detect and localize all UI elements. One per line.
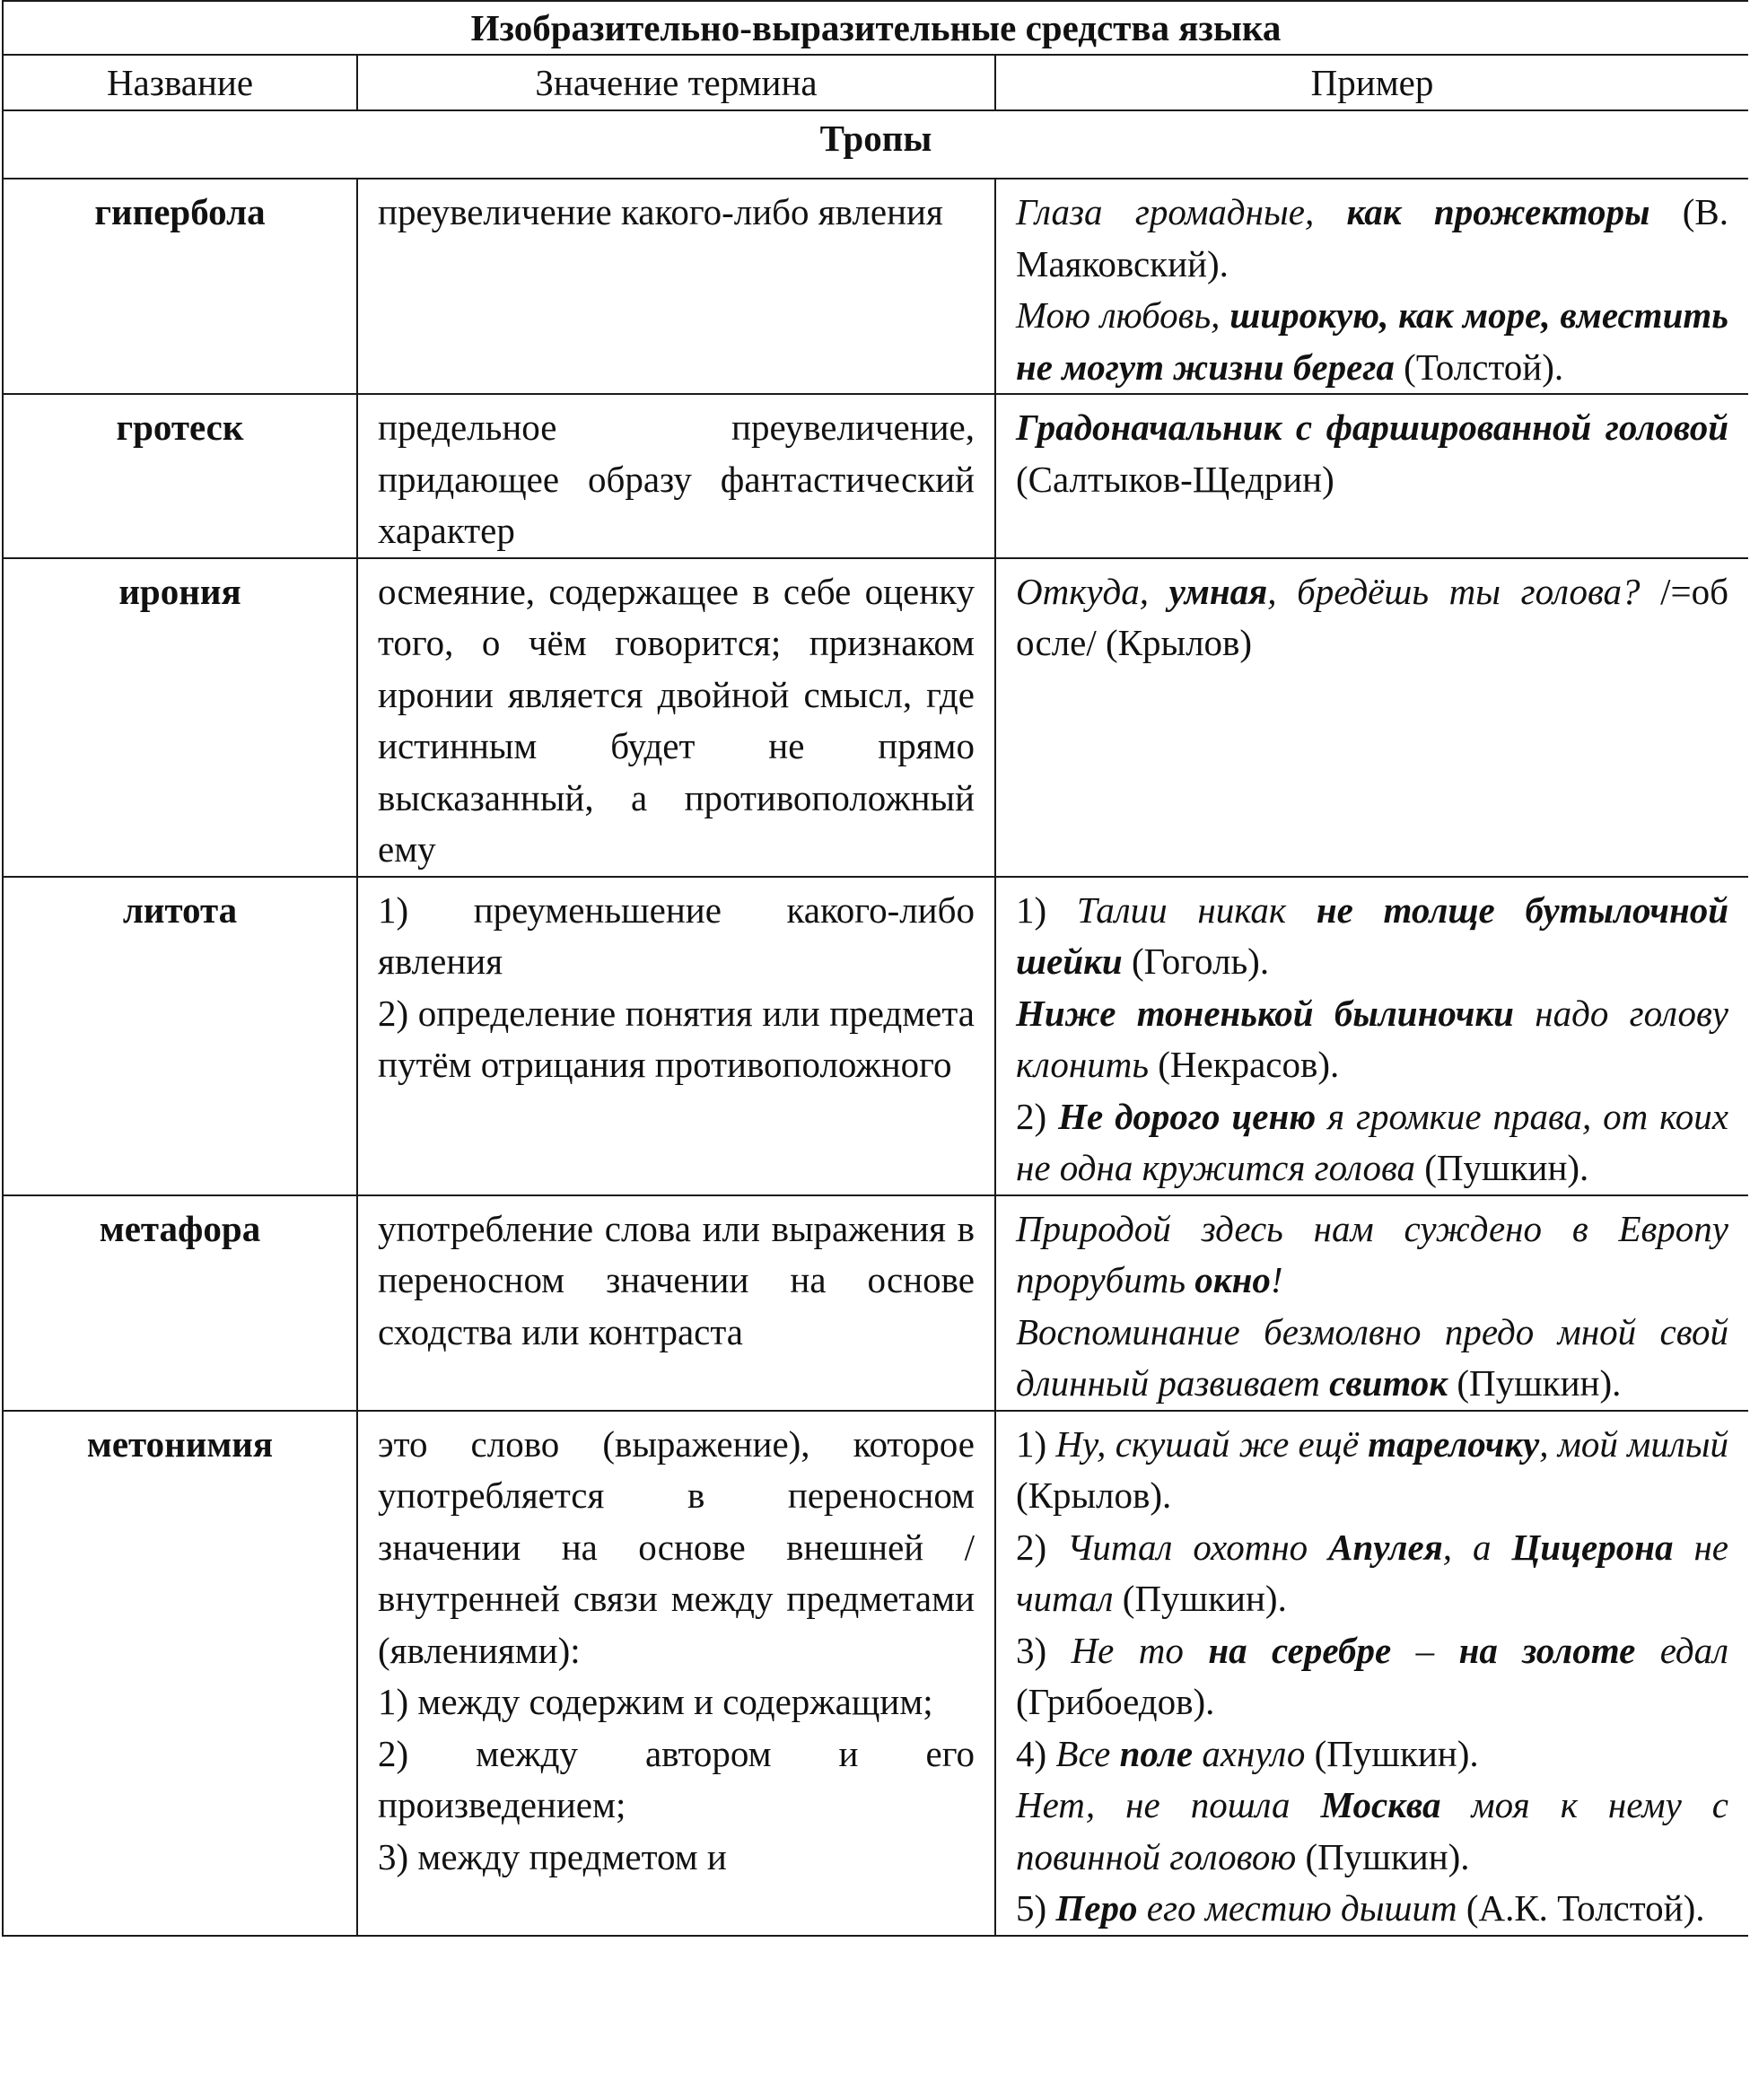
table-body (3, 1, 1748, 1936)
example-line (1016, 1728, 1728, 1781)
meaning-cell (357, 1195, 995, 1411)
title-row (3, 1, 1748, 55)
term-cell: метафора (3, 1195, 357, 1411)
example-line (1016, 1091, 1728, 1194)
example-cell (995, 179, 1748, 394)
meaning-line: 1) преуменьшение какого-либо явления (378, 888, 975, 982)
example-fragment: (Пушкин). (1296, 1835, 1470, 1877)
devices-table (2, 0, 1748, 1937)
example-line (1016, 1883, 1728, 1935)
example-fragment: (В. Маяковский). (1016, 191, 1728, 284)
example-fragment: широкую, как море, вместить не могут жизни берега (1016, 294, 1728, 388)
meaning-line: 2) определение понятия или предмета путём отрицания противоположного (378, 992, 975, 1085)
example-fragment: /=об осле/ (Крылов) (1016, 570, 1729, 663)
example-line (1016, 1625, 1728, 1728)
example-fragment: (Пушкин). (1113, 1578, 1287, 1619)
example-fragment: 1) (1016, 888, 1077, 931)
example-fragment: (Пушкин). (1415, 1147, 1589, 1188)
example-line (1016, 1203, 1728, 1307)
section-title: Тропы (3, 110, 1748, 179)
header-meaning: Значение термина (357, 55, 995, 110)
example-fragment: 4) (1016, 1732, 1056, 1774)
meaning-line: 3) между предметом и (378, 1835, 727, 1877)
table-row (3, 179, 1748, 394)
example-fragment: 2) (1016, 1526, 1068, 1568)
example-fragment: (Некрасов). (1148, 1044, 1340, 1085)
meaning-cell (357, 1411, 995, 1936)
example-fragment: на золоте (1458, 1629, 1636, 1671)
example-fragment: (Пушкин). (1305, 1732, 1479, 1774)
example-fragment: , мой милый (1539, 1422, 1728, 1465)
example-fragment: на серебре (1208, 1629, 1392, 1671)
example-fragment: не читал (1016, 1526, 1728, 1619)
example-line (1016, 1419, 1728, 1522)
example-fragment: моя к нему с повинной головою (1016, 1784, 1728, 1877)
example-line (1016, 885, 1728, 988)
example-fragment: Перо (1055, 1887, 1138, 1929)
term-cell: ирония (3, 558, 357, 877)
example-fragment: , бредёшь ты голова? (1267, 570, 1641, 612)
section-row (3, 110, 1748, 179)
example-fragment: Ну, скушай же ещё (1055, 1422, 1369, 1465)
example-fragment: Не то (1071, 1629, 1209, 1671)
example-fragment: (Толстой). (1394, 346, 1564, 388)
example-line (1016, 1307, 1728, 1410)
table-row (3, 877, 1748, 1195)
example-fragment: – (1391, 1629, 1459, 1671)
example-fragment: поле (1119, 1732, 1194, 1774)
example-cell (995, 1411, 1748, 1936)
example-fragment: как прожекторы (1346, 191, 1650, 232)
header-example: Пример (995, 55, 1748, 110)
meaning-cell (357, 877, 995, 1195)
meaning-cell (357, 394, 995, 558)
table-row (3, 394, 1748, 558)
meaning-line: 2) между автором и его произведением; (378, 1732, 975, 1825)
example-fragment: 1) (1016, 1422, 1056, 1465)
example-fragment: окно (1194, 1259, 1271, 1300)
table-row (3, 558, 1748, 877)
example-fragment: Талии никак (1076, 888, 1317, 931)
example-fragment: Градоначальник с фаршированной головой (1016, 407, 1728, 448)
example-fragment: едал (1635, 1629, 1728, 1671)
table-row (3, 1411, 1748, 1936)
example-fragment: свиток (1329, 1362, 1448, 1404)
meaning-line: преувеличение какого-либо явления (378, 191, 943, 232)
example-fragment: Цицерона (1511, 1526, 1674, 1568)
example-line (1016, 988, 1728, 1091)
example-fragment: ! (1270, 1259, 1283, 1300)
example-fragment: (Пушкин). (1448, 1362, 1622, 1404)
example-line (1016, 1522, 1728, 1625)
example-fragment: Воспоминание безмолвно предо мной свой длинный развивает (1016, 1310, 1728, 1404)
example-cell (995, 394, 1748, 558)
example-fragment: (А.К. Толстой). (1457, 1887, 1705, 1929)
example-fragment: ахнуло (1193, 1732, 1306, 1774)
table-title: Изобразительно-выразительные средства языка (3, 1, 1748, 55)
example-fragment: 2) (1016, 1095, 1059, 1137)
example-fragment: Нет, не пошла (1016, 1784, 1321, 1825)
example-fragment: Москва (1320, 1784, 1441, 1825)
example-fragment: умная (1168, 570, 1268, 612)
example-fragment: Ниже тоненькой былиночки (1016, 992, 1514, 1034)
example-fragment: тарелочку (1368, 1422, 1540, 1465)
example-fragment: его местию дышит (1137, 1887, 1457, 1929)
example-fragment: надо голову клонить (1016, 992, 1728, 1085)
example-line (1016, 290, 1728, 393)
meaning-line: употребление слова или выражения в переносном значении на основе сходства или контраста (378, 1207, 975, 1352)
meaning-line: это слово (выражение), которое употребляется в переносном значении на основе внешней /внутренней связи между предметами (явлениями): (378, 1422, 975, 1671)
meaning-line: 1) между содержим и содержащим; (378, 1681, 933, 1722)
example-line (1016, 187, 1728, 290)
example-line (1016, 1780, 1728, 1883)
example-fragment: Апулея (1328, 1526, 1443, 1568)
example-cell (995, 558, 1748, 877)
example-fragment: Природой здесь нам суждено в Европу прорубить (1016, 1207, 1728, 1300)
term-cell: метонимия (3, 1411, 357, 1936)
example-cell (995, 1195, 1748, 1411)
example-fragment: 3) (1016, 1629, 1072, 1671)
example-fragment: я громкие права, от коих не одна кружится голова (1016, 1095, 1728, 1188)
meaning-line: предельное преувеличение, придающее образу фантастический характер (378, 407, 975, 551)
example-fragment: (Грибоедов). (1016, 1681, 1215, 1722)
term-cell: гротеск (3, 394, 357, 558)
header-row (3, 55, 1748, 110)
example-fragment: Читал охотно (1067, 1526, 1329, 1568)
meaning-cell (357, 179, 995, 394)
table-row (3, 1195, 1748, 1411)
example-fragment: (Гоголь). (1122, 941, 1270, 982)
example-fragment: Не дорого ценю (1058, 1095, 1317, 1137)
meaning-line: осмеяние, содержащее в себе оценку того, о чём говорится; признаком иронии является двойной смысл, где истинным будет не прямо высказанный, а противоположный ему (378, 570, 975, 870)
term-cell: литота (3, 877, 357, 1195)
example-fragment: Все (1055, 1732, 1120, 1774)
example-fragment: 5) (1016, 1887, 1056, 1929)
meaning-cell (357, 558, 995, 877)
example-fragment: Глаза громадные, (1016, 191, 1347, 232)
example-fragment: не толще бутылочной шейки (1016, 888, 1729, 982)
example-fragment: (Крылов). (1016, 1474, 1172, 1516)
header-name: Название (3, 55, 357, 110)
term-cell: гипербола (3, 179, 357, 394)
example-fragment: , а (1442, 1526, 1512, 1568)
example-fragment: Мою любовь, (1016, 294, 1230, 336)
example-line (1016, 402, 1728, 505)
document-page (2, 0, 1748, 2100)
example-cell (995, 877, 1748, 1195)
example-line (1016, 566, 1728, 669)
example-fragment: (Салтыков-Щедрин) (1016, 458, 1334, 500)
example-fragment: Откуда, (1016, 570, 1169, 612)
